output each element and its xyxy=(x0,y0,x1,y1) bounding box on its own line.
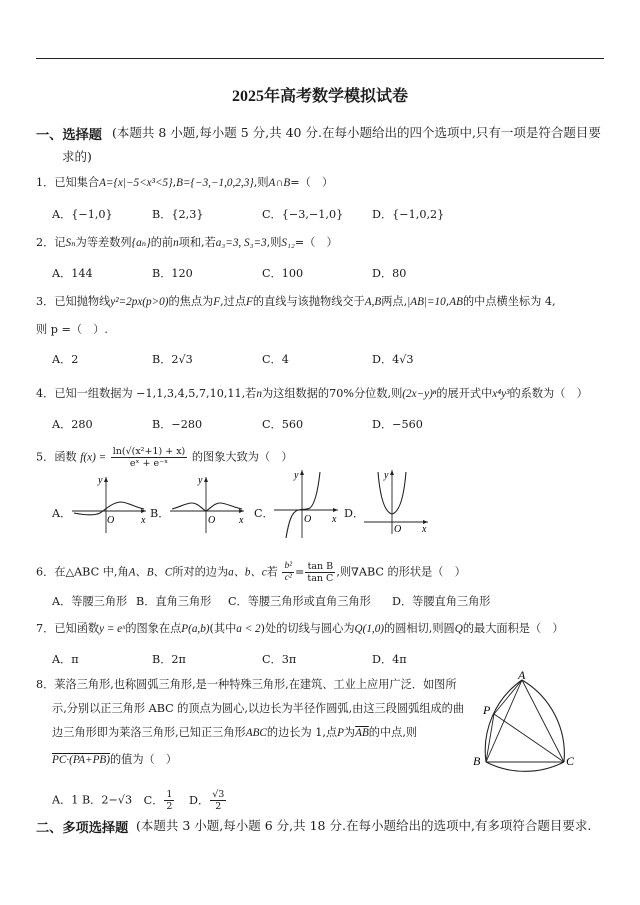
q6-lhs-den: c² xyxy=(284,573,292,583)
q8-option-a: A．1 xyxy=(52,793,79,807)
header-rule xyxy=(36,58,604,59)
q2-s12: S₁₂ xyxy=(281,237,295,249)
q8-reuleaux-figure xyxy=(468,668,582,772)
q3-ab2: AB xyxy=(449,296,463,308)
q7-t3: )处的切线与圆心为 xyxy=(260,622,355,635)
y-arrow xyxy=(300,470,304,475)
q5-numerator: ln(√(x²+1) + x) xyxy=(112,446,186,457)
y-label: y xyxy=(98,475,103,486)
q8-option-c xyxy=(143,789,176,812)
q7-number: 7． xyxy=(36,622,55,635)
q8-options xyxy=(52,789,227,812)
q6-option-c: C．等腰三角形或直角三角形 xyxy=(228,595,371,608)
q5-graph-c xyxy=(272,466,342,540)
q1-mid: , xyxy=(172,176,177,189)
q8-line3a: 边三角形即为莱洛三角形,已知正三角形 xyxy=(52,726,246,739)
point-p-label: P xyxy=(483,703,491,717)
q3-pre: 已知抛物线 xyxy=(54,295,111,308)
q4-option-d: D．−560 xyxy=(372,418,423,431)
q8-vector-expr: PC·(PA+PB) xyxy=(52,754,110,766)
q3-t5: , xyxy=(445,295,450,308)
q6-number: 6． xyxy=(36,565,55,579)
y-arrow xyxy=(104,477,108,482)
question-5 xyxy=(36,446,293,469)
q3-option-c: C．4 xyxy=(262,353,289,366)
q1-expr: A∩B xyxy=(268,177,291,189)
q1-end: =（ ） xyxy=(290,176,334,189)
curve xyxy=(74,502,144,515)
q4-number: 4． xyxy=(36,387,55,400)
q7-option-c: C．3π xyxy=(262,653,297,666)
q3-option-a: A．2 xyxy=(52,353,79,366)
q3-number: 3． xyxy=(36,295,55,308)
q5-graph-d xyxy=(362,466,434,536)
q3-f: F xyxy=(213,296,221,308)
q5-option-c-label: C． xyxy=(254,507,274,520)
question-3 xyxy=(36,294,556,310)
q2-number: 2． xyxy=(36,236,55,249)
curve xyxy=(286,472,320,538)
q2-t2: 的前 xyxy=(150,236,174,249)
q8-option-b: B．2−√3 xyxy=(81,793,133,807)
q2-n: n xyxy=(173,237,179,249)
x-arrow xyxy=(239,509,244,513)
curve xyxy=(172,503,242,511)
x-label: x xyxy=(422,524,427,535)
q2-option-a: A．144 xyxy=(52,267,93,280)
q5-number: 5． xyxy=(36,450,55,464)
q1-option-a: A．{−1,0} xyxy=(52,208,113,221)
origin-label: O xyxy=(304,514,312,525)
q5-pre: 函数 xyxy=(54,450,77,464)
q4-option-b: B．−280 xyxy=(152,418,203,431)
q6-option-a: A．等腰三角形 xyxy=(52,595,128,608)
q4-option-c: C．560 xyxy=(262,418,304,431)
y-arrow xyxy=(390,470,394,475)
q2-t1: 为等差数列 xyxy=(75,236,132,249)
section2-desc: (本题共 3 小题,每小题 6 分,共 18 分.在每小题给出的选项中,有多项符合题目要求. xyxy=(136,818,592,833)
q8-line3d: 的中点,则 xyxy=(368,726,418,739)
q8-option-d-label: D． xyxy=(189,793,210,807)
q7-cond: a < 2 xyxy=(236,623,261,635)
q8-option-c-num: 1 xyxy=(166,789,173,800)
segment-pc xyxy=(494,714,564,762)
x-arrow xyxy=(141,509,146,513)
q3-t6: 的中点横坐标为 4, xyxy=(462,295,556,308)
q4-option-a: A．280 xyxy=(52,418,93,431)
question-6 xyxy=(36,561,466,584)
q3-line2: 则 p =（ ）. xyxy=(36,323,108,336)
q5-graph-a xyxy=(70,473,150,535)
q5-fraction xyxy=(111,446,188,469)
q6-rhs-den: tan C xyxy=(307,573,334,584)
q6-rhs-num: tan B xyxy=(305,561,335,573)
q8-line1-text: 莱洛三角形,也称圆弧三角形,是一种特殊三角形,在建筑、工业上应用广泛．如图所 xyxy=(54,678,457,691)
q5-option-a-label: A． xyxy=(52,507,72,520)
q8-arc: $\overline{AB}$ xyxy=(355,727,369,739)
q7-func: y = eˣ xyxy=(99,623,126,635)
q6-t1: 所对的边为 xyxy=(172,565,229,579)
q7-t1: 的图象在点 xyxy=(125,622,182,635)
q6-angles: A、B、C xyxy=(128,566,173,579)
q8-abc: ABC xyxy=(245,727,267,739)
q6-pre: 在△ABC 中,角 xyxy=(54,565,129,579)
q4-t1: 为这组数据的70%分位数,则 xyxy=(261,387,403,400)
q7-pre: 已知函数 xyxy=(54,622,100,635)
q8-line3 xyxy=(52,725,417,741)
q1-tail: ,则 xyxy=(253,176,269,189)
q8-number: 8． xyxy=(36,678,55,691)
q8-option-d-num: √3 xyxy=(212,789,225,800)
x-label: x xyxy=(141,515,146,526)
q8-line2: 示,分别以正三角形 ABC 的顶点为圆心,以边长为半径作圆弧,由这三段圆弧组成的曲 xyxy=(52,702,465,715)
q6-option-d: D．等腰直角三角形 xyxy=(392,595,491,608)
x-arrow xyxy=(333,508,338,512)
q8-option-c-den: 2 xyxy=(166,801,173,812)
q8-option-c-frac xyxy=(164,789,174,812)
q2-cond: a₃=3, S₃=3 xyxy=(215,237,267,249)
y-arrow xyxy=(204,477,208,482)
q3-t3: 的直线与该抛物线交于 xyxy=(252,295,365,308)
q6-eq: = xyxy=(295,565,305,579)
origin-label: O xyxy=(394,524,402,535)
q1-option-d: D．{−1,0,2} xyxy=(372,208,445,221)
q4-term: x⁴y³ xyxy=(492,388,510,400)
q3-t1: 的焦点为 xyxy=(168,295,214,308)
section1-desc-line1: (本题共 8 小题,每小题 5 分,共 40 分.在每小题给出的四个选项中,只有一项是符合题目要 xyxy=(112,125,601,140)
q3-t4: 两点, xyxy=(381,295,408,308)
q8-p: P xyxy=(337,727,344,739)
section2-heading: 二、多项选择题 xyxy=(36,821,129,836)
q6-t2: 若 xyxy=(266,565,278,579)
origin-label: O xyxy=(107,515,115,526)
q2-sn: Sₙ xyxy=(65,237,76,249)
q5-fx: f(x) = xyxy=(80,451,107,464)
q2-pre: 记 xyxy=(54,236,66,249)
q2-end: =（ ） xyxy=(294,236,338,249)
q7-option-a: A．π xyxy=(52,653,79,666)
section1-heading: 一、选择题 xyxy=(36,128,102,143)
q7-t2: (其中 xyxy=(209,622,237,635)
q7-t4: 的圆相切,则圆 xyxy=(384,622,455,635)
q5-denominator: eˣ + e⁻ˣ xyxy=(129,458,169,469)
q6-tail: ,则∇ABC 的形状是（ ） xyxy=(336,565,466,579)
q8-line1 xyxy=(36,677,457,692)
q5-option-b-label: B． xyxy=(150,507,170,520)
q7-p: P(a,b) xyxy=(181,623,210,635)
question-4 xyxy=(36,386,588,402)
q3-option-b: B．2√3 xyxy=(152,353,193,366)
q6-rhs xyxy=(305,561,335,584)
arc-bc xyxy=(486,762,564,771)
vertex-a-label: A xyxy=(518,668,526,682)
q6-sides: a、b、c xyxy=(228,566,267,579)
q8-option-d xyxy=(189,789,227,812)
q7-option-d: D．4π xyxy=(372,653,407,666)
question-1 xyxy=(36,175,333,191)
q2-t3: 项和,若 xyxy=(178,236,216,249)
q6-lhs xyxy=(282,561,294,584)
y-label: y xyxy=(294,470,299,481)
q8-line3b: 的边长为 1,点 xyxy=(266,726,338,739)
origin-label: O xyxy=(208,515,216,526)
q8-option-d-frac xyxy=(210,789,226,812)
q4-t3: 的系数为（ ） xyxy=(509,387,588,400)
section1-desc-line2: 求的) xyxy=(62,149,92,164)
q8-option-d-den: 2 xyxy=(215,801,222,812)
q1-option-c: C．{−3,−1,0} xyxy=(262,208,344,221)
q7-q: Q(1,0) xyxy=(354,623,385,635)
q3-option-d: D．4√3 xyxy=(372,353,414,366)
q3-parabola: y²=2px(p>0) xyxy=(110,296,169,308)
vertex-c-label: C xyxy=(566,754,575,768)
x-label: x xyxy=(239,515,244,526)
q3-abs-ab: |AB|=10 xyxy=(407,296,446,308)
question-7 xyxy=(36,621,564,637)
q2-option-b: B．120 xyxy=(152,267,193,280)
q6-option-b: B．直角三角形 xyxy=(136,595,212,608)
q8-line3c: 为 xyxy=(343,726,356,739)
page-title: 2025年高考数学模拟试卷 xyxy=(231,88,408,105)
q1-option-b: B．{2,3} xyxy=(152,208,204,221)
q1-set-a: A={x|−5<x³<5} xyxy=(99,177,173,189)
q7-option-b: B．2π xyxy=(152,653,186,666)
q8-option-c-label: C． xyxy=(143,793,164,807)
q1-set-b: B={−3,−1,0,2,3} xyxy=(176,177,254,189)
question-2 xyxy=(36,235,338,251)
q8-line4-text: 的值为（ ） xyxy=(109,753,178,766)
q4-pre: 已知一组数据为 −1,1,3,4,5,7,10,11,若 xyxy=(54,387,257,400)
q5-option-d-label: D． xyxy=(344,507,365,520)
q3-ab: A,B xyxy=(364,296,382,308)
q1-pre: 已知集合 xyxy=(54,176,100,189)
q7-q2: Q xyxy=(454,623,463,635)
y-label: y xyxy=(384,470,389,481)
y-label: y xyxy=(198,475,203,486)
vertex-b-label: B xyxy=(473,754,481,768)
q3-t2: ,过点 xyxy=(220,295,247,308)
x-label: x xyxy=(332,514,337,525)
q2-option-c: C．100 xyxy=(262,267,304,280)
q6-lhs-num: b² xyxy=(284,561,293,571)
q4-binom: (2x−y)ⁿ xyxy=(402,388,437,400)
q2-option-d: D．80 xyxy=(372,267,407,280)
q8-line4 xyxy=(52,752,177,768)
q4-t2: 的展开式中 xyxy=(436,387,493,400)
q3-f2: F xyxy=(246,296,253,308)
q1-number: 1． xyxy=(36,176,55,189)
q7-t5: 的最大面积是（ ） xyxy=(462,622,564,635)
segment-pa xyxy=(494,680,522,714)
q4-n: n xyxy=(256,388,262,400)
q5-tail: 的图象大致为（ ） xyxy=(191,450,293,464)
q5-graph-b xyxy=(168,473,248,535)
q2-an: {aₙ} xyxy=(131,237,151,249)
q2-t4: ,则 xyxy=(266,236,282,249)
